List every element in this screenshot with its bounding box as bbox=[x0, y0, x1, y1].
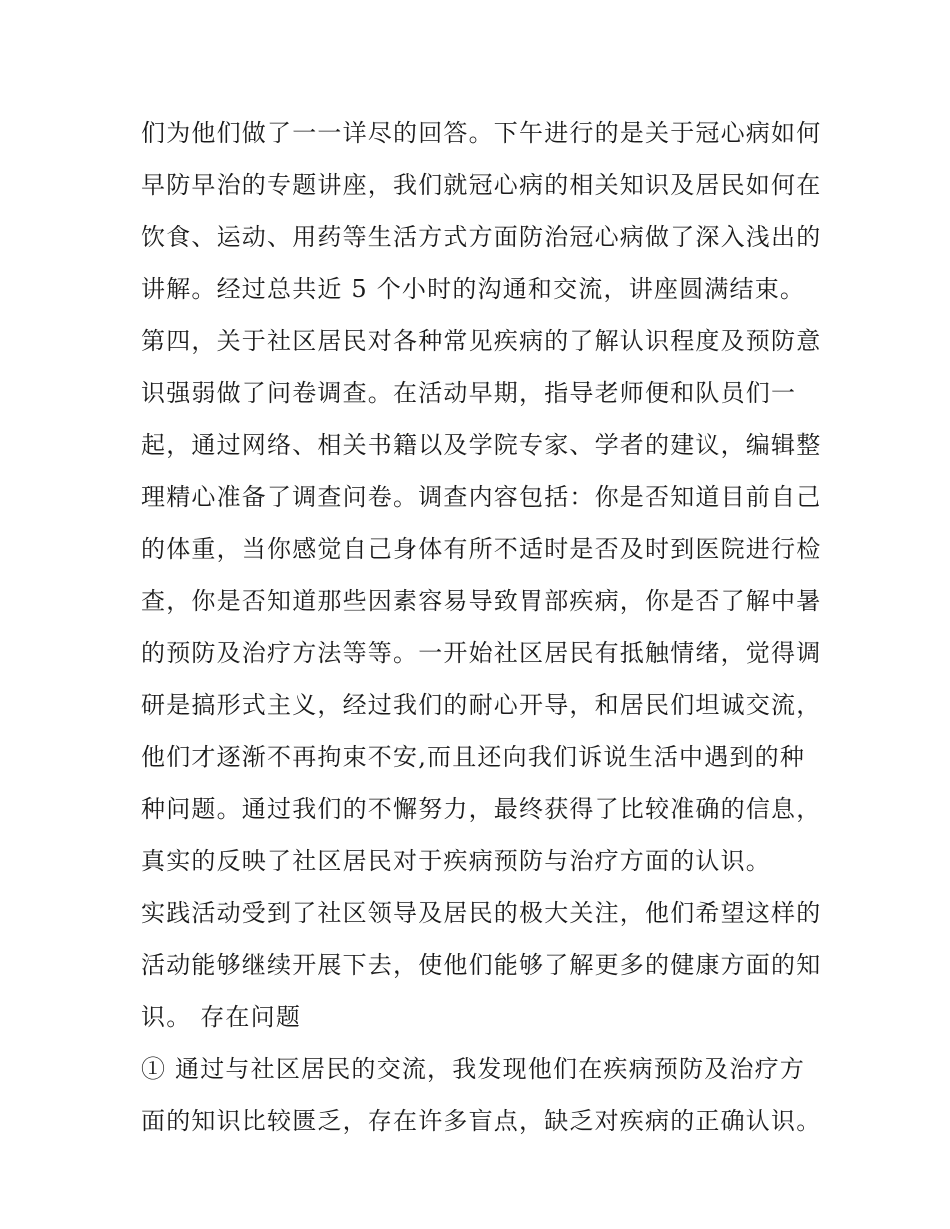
text-line: 真实的反映了社区居民对于疾病预防与治疗方面的认识。 bbox=[141, 847, 771, 875]
text-line: 种问题。通过我们的不懈努力，最终获得了比较准确的信息， bbox=[141, 795, 822, 823]
text-line: 识。 存在问题 bbox=[141, 1003, 302, 1031]
text-line: 起，通过网络、相关书籍以及学院专家、学者的建议，编辑整 bbox=[141, 431, 822, 459]
text-line: 理精心准备了调查问卷。调查内容包括：你是否知道目前自己 bbox=[141, 483, 822, 511]
text-line: 识强弱做了问卷调查。在活动早期，指导老师便和队员们一 bbox=[141, 379, 797, 407]
text-line: 的体重，当你感觉自己身体有所不适时是否及时到医院进行检 bbox=[141, 535, 822, 563]
text-line: 们为他们做了一一详尽的回答。下午进行的是关于冠心病如何 bbox=[141, 119, 822, 147]
text-line: 讲解。经过总共近 5 个小时的沟通和交流，讲座圆满结束。 bbox=[141, 275, 806, 303]
text-line: 的预防及治疗方法等等。一开始社区居民有抵触情绪，觉得调 bbox=[141, 639, 822, 667]
text-line: 研是搞形式主义，经过我们的耐心开导，和居民们坦诚交流， bbox=[141, 691, 822, 719]
text-line: 第四，关于社区居民对各种常见疾病的了解认识程度及预防意 bbox=[141, 327, 822, 355]
text-line: 实践活动受到了社区领导及居民的极大关注，他们希望这样的 bbox=[141, 899, 822, 927]
text-line: 他们才逐渐不再拘束不安,而且还向我们诉说生活中遇到的种 bbox=[141, 743, 806, 771]
text-line: 早防早治的专题讲座，我们就冠心病的相关知识及居民如何在 bbox=[141, 171, 822, 199]
text-line: 活动能够继续开展下去，使他们能够了解更多的健康方面的知 bbox=[141, 951, 822, 979]
text-line: ① 通过与社区居民的交流，我发现他们在疾病预防及治疗方 bbox=[141, 1055, 806, 1083]
body-text bbox=[141, 107, 821, 1147]
text-line: 饮食、运动、用药等生活方式方面防治冠心病做了深入浅出的 bbox=[141, 223, 822, 251]
text-line: 查，你是否知道那些因素容易导致胃部疾病，你是否了解中暑 bbox=[141, 587, 822, 615]
text-line: 面的知识比较匮乏，存在许多盲点，缺乏对疾病的正确认识。 bbox=[141, 1107, 822, 1135]
